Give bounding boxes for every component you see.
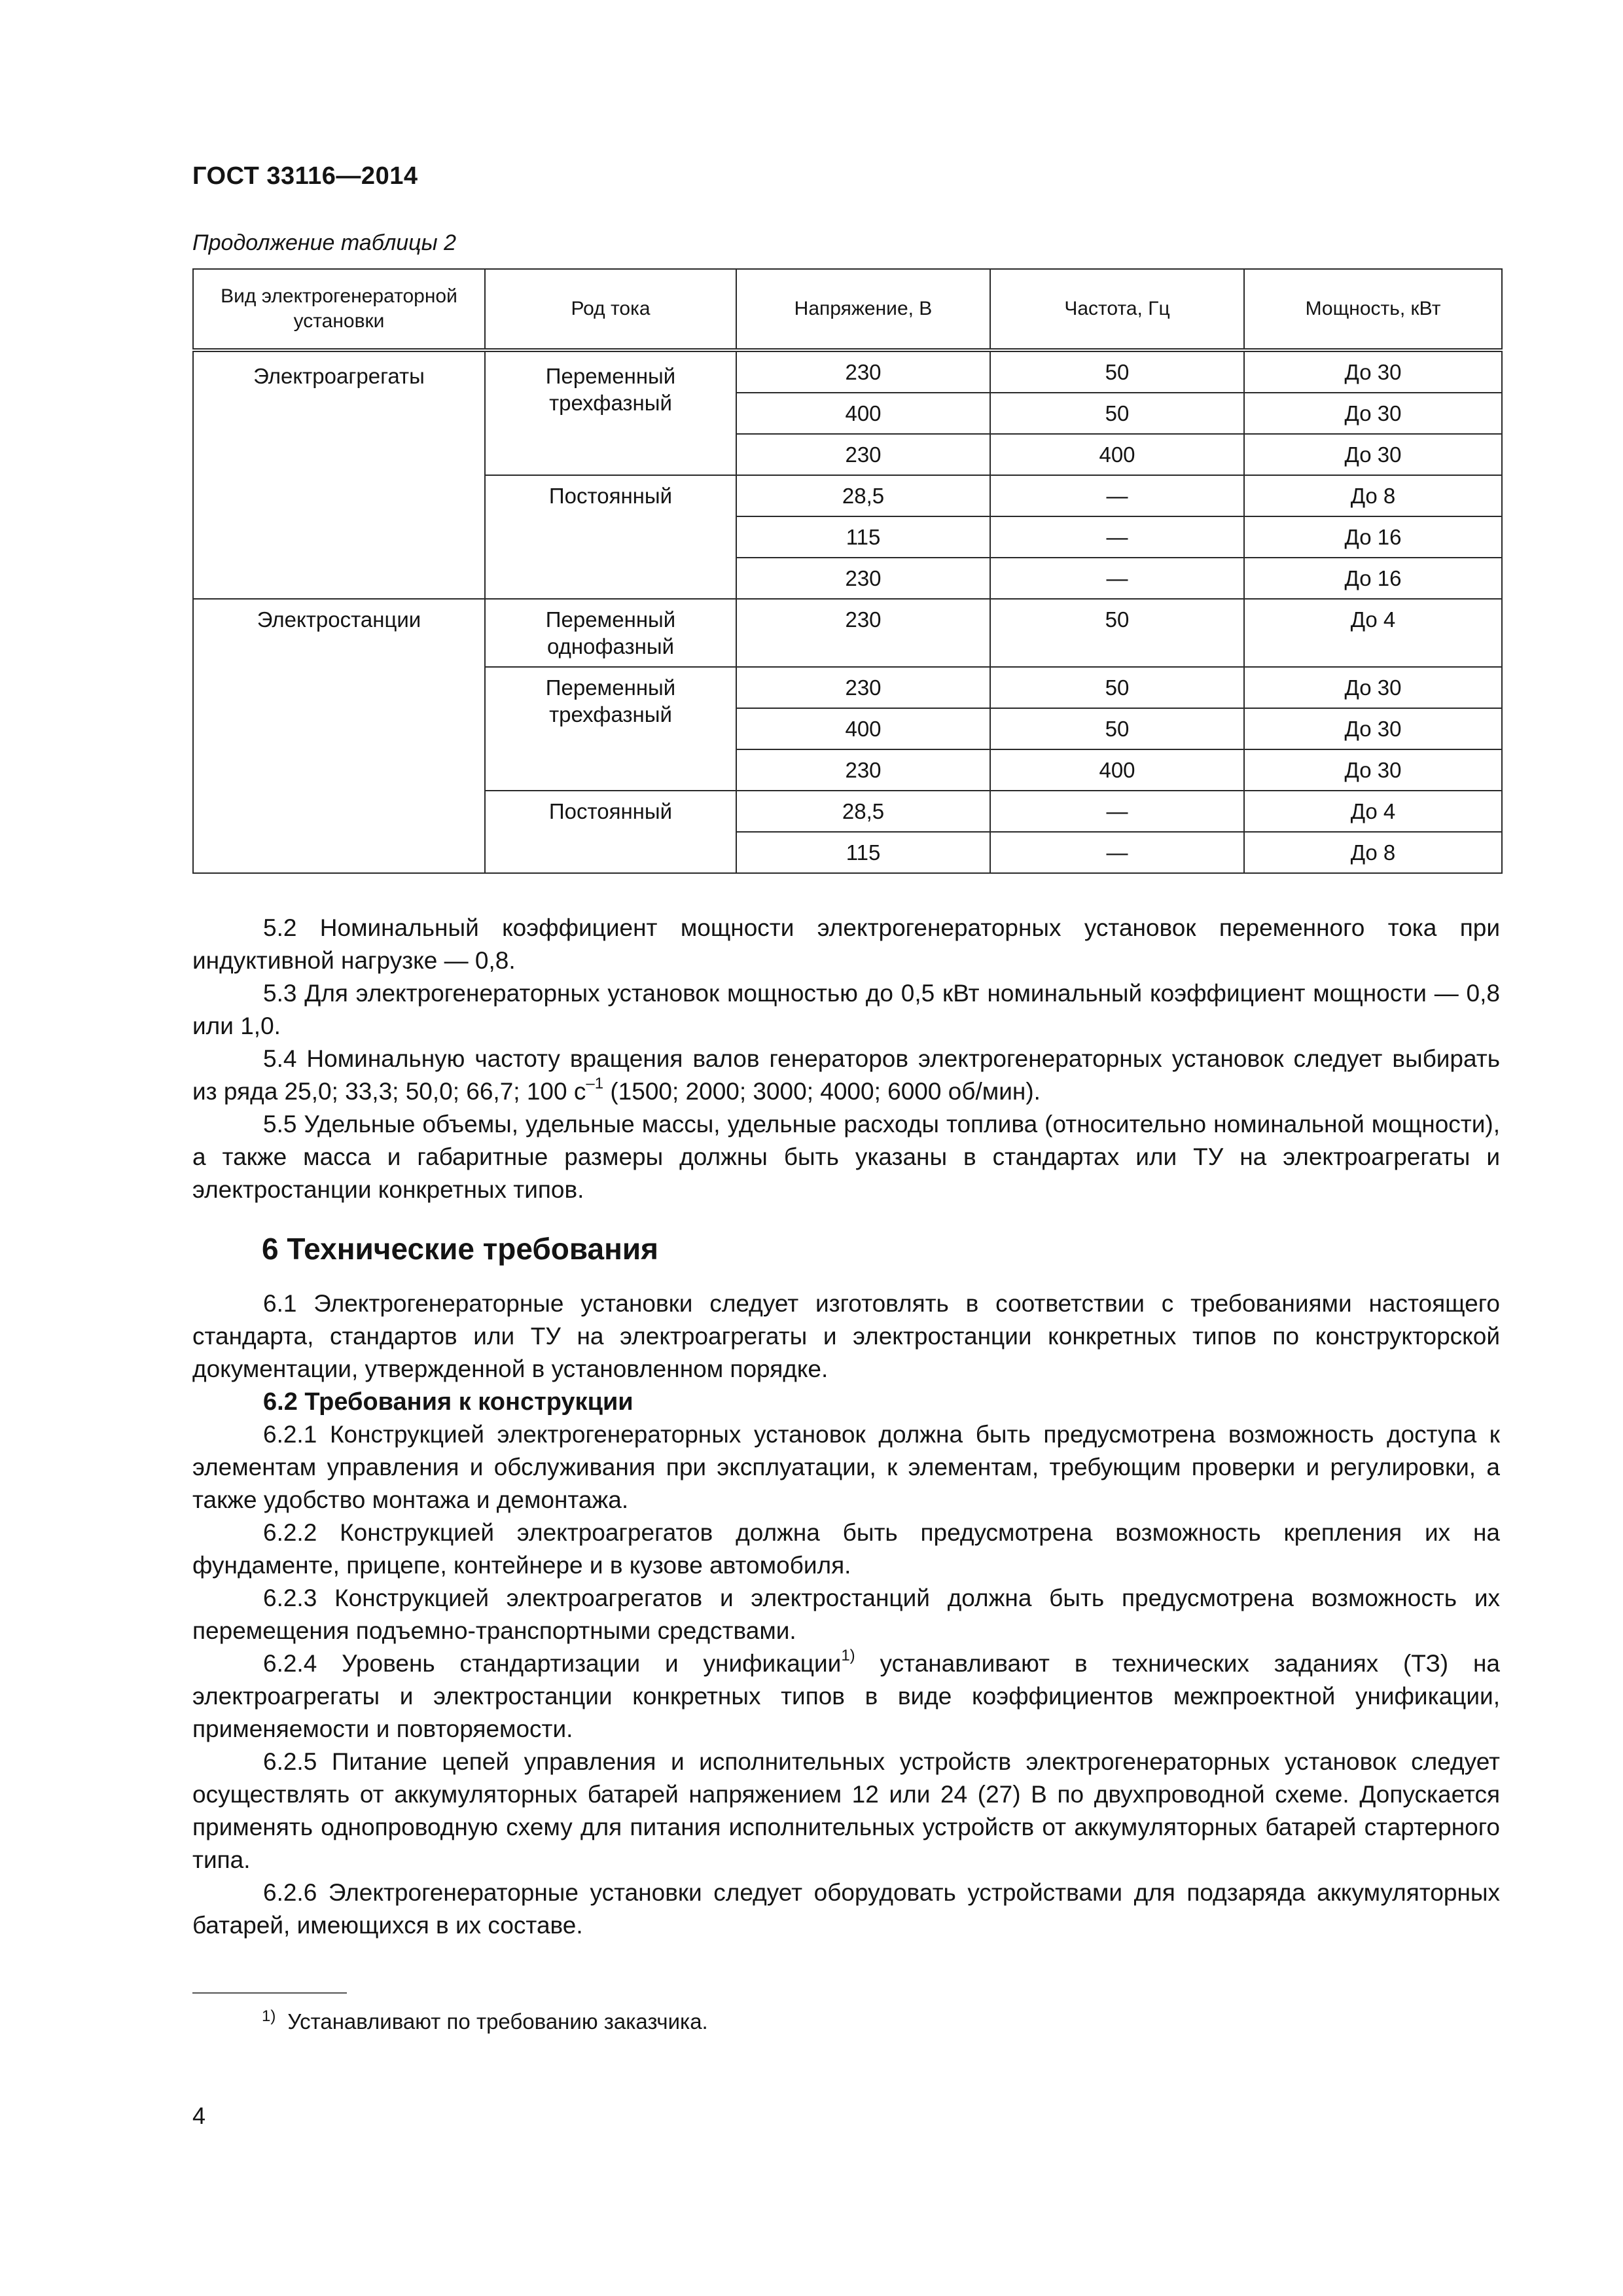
power-cell: До 16 [1244,516,1502,558]
paragraph-6-2-3: 6.2.3 Конструкцией электроагрегатов и электростанций должна быть предусмотрена возможность их перемещения подъемно-транспортными средствами. [192,1585,1500,1644]
document-designation: ГОСТ 33116—2014 [192,162,418,190]
table-row [193,350,1502,393]
voltage-cell: 230 [736,667,990,708]
table-row [193,599,1502,667]
current-type-cell: Переменный трехфазный [485,350,736,475]
power-cell: До 8 [1244,832,1502,873]
column-header: Напряжение, В [736,269,990,350]
paragraph-6-2-4-text-end: устанавливают в технических заданиях (ТЗ) на электроагрегаты и электростанции конкретных типов в виде коэффициентов межпроектной унификации, применяемости и повторяемости. [192,1650,1500,1742]
paragraph-5-3: 5.3 Для электрогенераторных установок мощностью до 0,5 кВт номинальный коэффициент мощности — 0,8 или 1,0. [192,980,1500,1039]
table-header-row [193,269,1502,350]
paragraph-6-2-2: 6.2.2 Конструкцией электроагрегатов должна быть предусмотрена возможность крепления их на фундаменте, прицепе, контейнере и в кузове автомобиля. [192,1519,1500,1579]
voltage-cell: 28,5 [736,475,990,516]
voltage-cell: 115 [736,832,990,873]
voltage-cell: 230 [736,434,990,475]
paragraph-6-2-1: 6.2.1 Конструкцией электрогенераторных установок должна быть предусмотрена возможность доступа к элементам управления и обслуживания при эксплуатации, к элементам, требующим проверки и регулировки, а также удобство монтажа и демонтажа. [192,1421,1500,1513]
power-cell: До 16 [1244,558,1502,599]
footnote-reference[interactable]: 1) [841,1646,855,1664]
paragraph-6-1: 6.1 Электрогенераторные установки следует изготовлять в соответствии с требованиями настоящего стандарта, стандартов или ТУ на электроагрегаты и электростанции конкретных типов по конструкторской документации, утвержденной в установленном порядке. [192,1290,1500,1382]
paragraph-5-4-text-end: (1500; 2000; 3000; 4000; 6000 об/мин). [603,1078,1041,1105]
frequency-cell: 50 [990,667,1244,708]
installation-type-cell: Электроагрегаты [193,350,485,599]
frequency-cell: 50 [990,350,1244,393]
frequency-cell: — [990,558,1244,599]
installation-type-cell: Электростанции [193,599,485,873]
paragraph-6-2-5: 6.2.5 Питание цепей управления и исполнительных устройств электрогенераторных установок следует осуществлять от аккумуляторных батарей напряжением 12 или 24 (27) В по двухпроводной схеме. Допускается применять однопроводную схему для питания исполнительных устройств от аккумуляторных батарей стартерного типа. [192,1748,1500,1873]
power-cell: До 4 [1244,791,1502,832]
frequency-cell: 50 [990,708,1244,749]
current-type-cell: Переменный трехфазный [485,667,736,791]
paragraph-5-4-text: 5.4 Номинальную частоту вращения валов генераторов электрогенераторных установок следует выбирать из ряда 25,0; 33,3; 50,0; 66,7; 100 с [192,1045,1500,1105]
voltage-cell: 115 [736,516,990,558]
exponent: –1 [586,1074,604,1092]
voltage-cell: 230 [736,599,990,667]
current-type-cell: Переменный однофазный [485,599,736,667]
power-cell: До 30 [1244,667,1502,708]
column-header: Частота, Гц [990,269,1244,350]
frequency-cell: 50 [990,599,1244,667]
frequency-cell: — [990,791,1244,832]
frequency-cell: 400 [990,749,1244,791]
current-type-cell: Постоянный [485,791,736,873]
power-cell: До 30 [1244,434,1502,475]
spec-table [192,268,1503,874]
table-caption: Продолжение таблицы 2 [192,230,456,255]
frequency-cell: 50 [990,393,1244,434]
body-text [192,912,1500,1942]
column-header: Род тока [485,269,736,350]
paragraph-5-5: 5.5 Удельные объемы, удельные массы, удельные расходы топлива (относительно номинальной мощности), а также масса и габаритные размеры должны быть указаны в стандартах или ТУ на электроагрегаты и электростанции конкретных типов. [192,1111,1500,1203]
power-cell: До 30 [1244,350,1502,393]
paragraph-5-2: 5.2 Номинальный коэффициент мощности электрогенераторных установок переменного тока при индуктивной нагрузке — 0,8. [192,914,1500,974]
power-cell: До 30 [1244,708,1502,749]
voltage-cell: 230 [736,350,990,393]
power-cell: До 4 [1244,599,1502,667]
frequency-cell: — [990,516,1244,558]
paragraph-6-2-4 [192,1647,1500,1746]
voltage-cell: 400 [736,393,990,434]
section-heading-6: 6 Технические требования [262,1232,658,1266]
subsection-heading-6-2: 6.2 Требования к конструкции [263,1388,633,1416]
frequency-cell: 400 [990,434,1244,475]
voltage-cell: 400 [736,708,990,749]
voltage-cell: 230 [736,749,990,791]
power-cell: До 30 [1244,393,1502,434]
power-cell: До 30 [1244,749,1502,791]
voltage-cell: 28,5 [736,791,990,832]
paragraph-6-2-6: 6.2.6 Электрогенераторные установки следует оборудовать устройствами для подзаряда аккумуляторных батарей, имеющихся в их составе. [192,1879,1500,1939]
frequency-cell: — [990,832,1244,873]
frequency-cell: — [990,475,1244,516]
voltage-cell: 230 [736,558,990,599]
footnote-separator [192,1992,347,1994]
footnote-text: Устанавливают по требованию заказчика. [287,2009,708,2034]
footnote-mark: 1) [262,2007,276,2025]
column-header: Мощность, кВт [1244,269,1502,350]
column-header: Вид электрогенераторной установки [193,269,485,350]
paragraph-6-2-4-text: 6.2.4 Уровень стандартизации и унификации [263,1650,842,1677]
current-type-cell: Постоянный [485,475,736,599]
footnote [262,2009,708,2034]
page-number: 4 [192,2102,206,2129]
power-cell: До 8 [1244,475,1502,516]
paragraph-5-4 [192,1043,1500,1108]
